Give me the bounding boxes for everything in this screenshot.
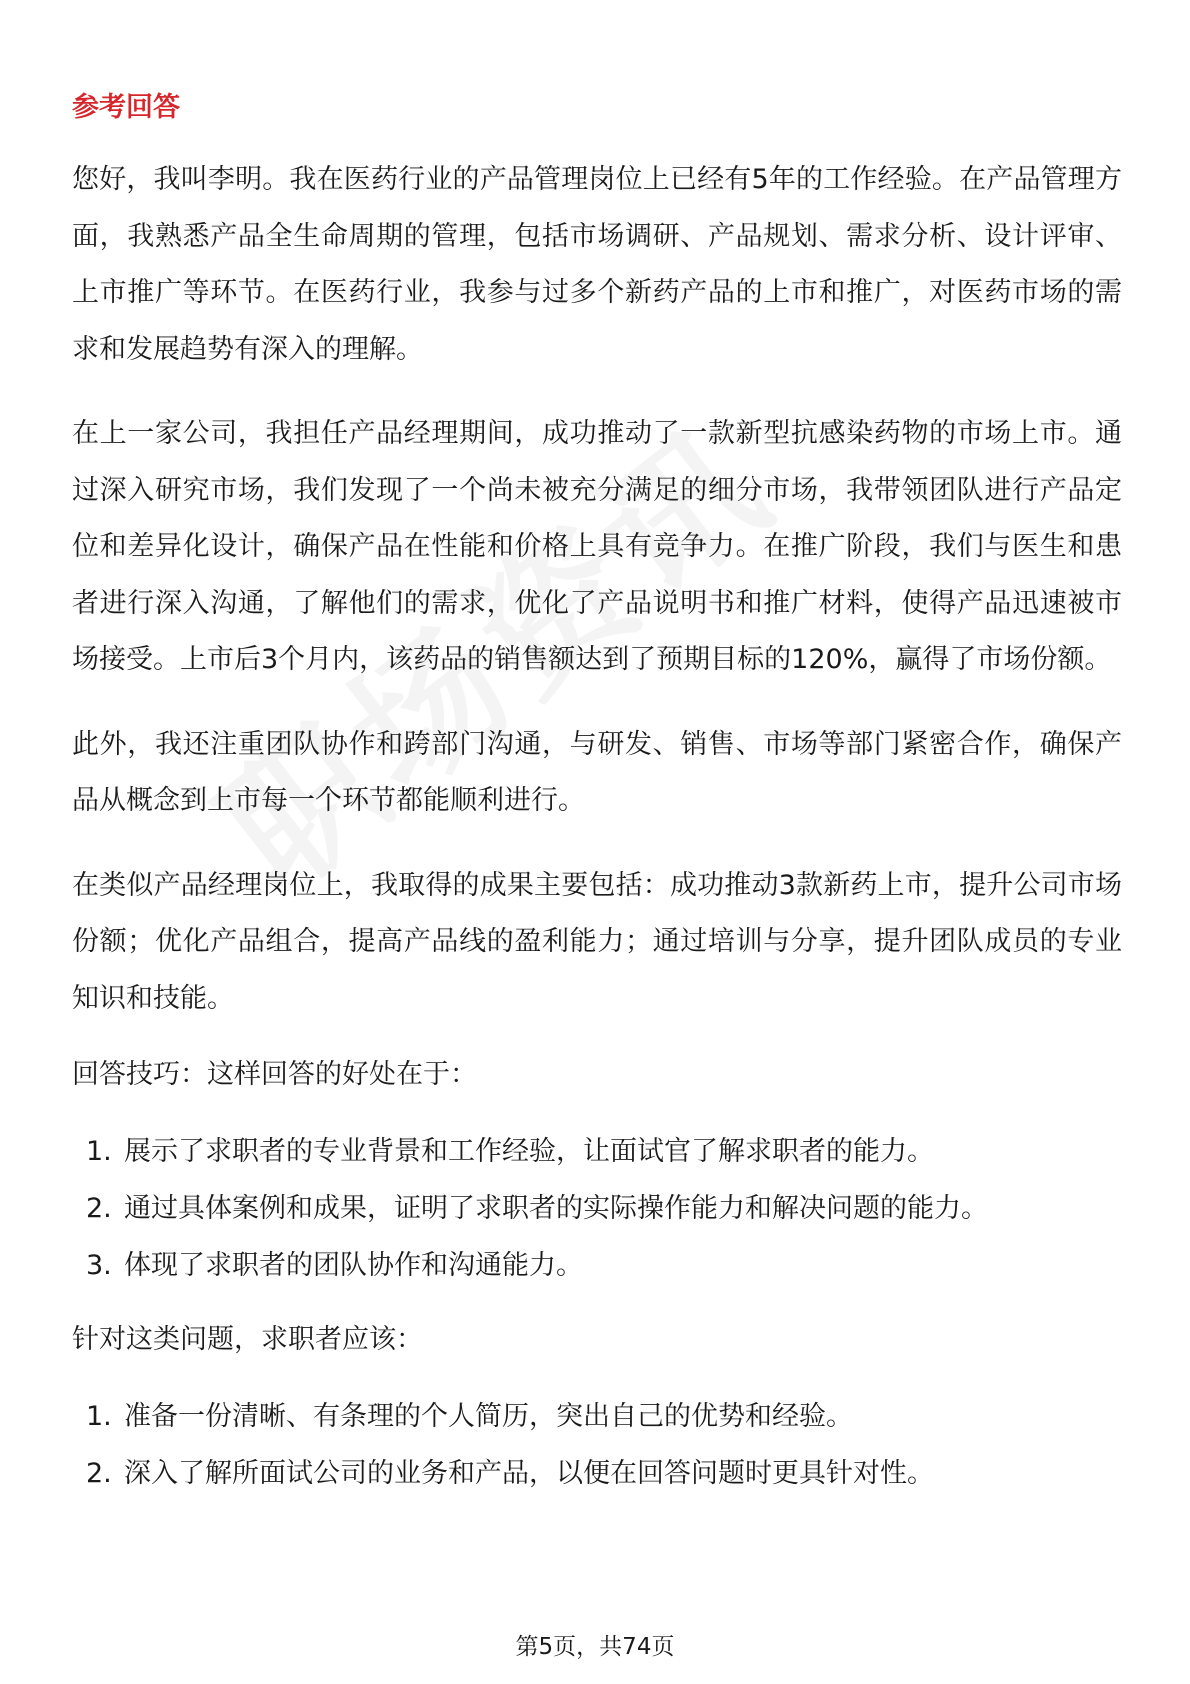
advice-list [72,1388,1122,1502]
list-item [72,1180,1122,1237]
page-number: 第5页，共74页 [515,1634,675,1660]
page-content [72,88,1122,1528]
advice-label: 针对这类问题，求职者应该： [72,1324,423,1355]
list-text: 体现了求职者的团队协作和沟通能力。 [124,1250,583,1281]
list-number: 1. [86,1401,112,1432]
tips-label: 回答技巧：这样回答的好处在于： [72,1059,477,1090]
list-number: 2. [86,1458,112,1489]
list-number: 1. [86,1136,112,1167]
paragraph-intro: 您好，我叫李明。我在医药行业的产品管理岗位上已经有5年的工作经验。在产品管理方面，我熟悉产品全生命周期的管理，包括市场调研、产品规划、需求分析、设计评审、上市推广等环节。在医药行业，我参与过多个新药产品的上市和推广，对医药市场的需求和发展趋势有深入的理解。 [72,164,1122,365]
list-text: 通过具体案例和成果，证明了求职者的实际操作能力和解决问题的能力。 [124,1193,988,1224]
list-item [72,1445,1122,1502]
list-text: 展示了求职者的专业背景和工作经验，让面试官了解求职者的能力。 [124,1136,934,1167]
paragraph-achievements: 在类似产品经理岗位上，我取得的成果主要包括：成功推动3款新药上市，提升公司市场份额；优化产品组合，提高产品线的盈利能力；通过培训与分享，提升团队成员的专业知识和技能。 [72,869,1122,1014]
list-text: 准备一份清晰、有条理的个人简历，突出自己的优势和经验。 [124,1401,853,1432]
paragraph-teamwork: 此外，我还注重团队协作和跨部门沟通，与研发、销售、市场等部门紧密合作，确保产品从概念到上市每一个环节都能顺利进行。 [72,728,1122,816]
tips-list [72,1123,1122,1294]
list-number: 2. [86,1193,112,1224]
paragraph-case: 在上一家公司，我担任产品经理期间，成功推动了一款新型抗感染药物的市场上市。通过深入研究市场，我们发现了一个尚未被充分满足的细分市场，我带领团队进行产品定位和差异化设计，确保产品在性能和价格上具有竞争力。在推广阶段，我们与医生和患者进行深入沟通，了解他们的需求，优化了产品说明书和推广材料，使得产品迅速被市场接受。上市后3个月内，该药品的销售额达到了预期目标的120%，赢得了市场份额。 [72,418,1122,675]
list-text: 深入了解所面试公司的业务和产品，以便在回答问题时更具针对性。 [124,1458,934,1489]
list-item [72,1123,1122,1180]
list-number: 3. [86,1250,112,1281]
list-item [72,1388,1122,1445]
section-title: 参考回答 [72,92,180,123]
list-item [72,1237,1122,1294]
